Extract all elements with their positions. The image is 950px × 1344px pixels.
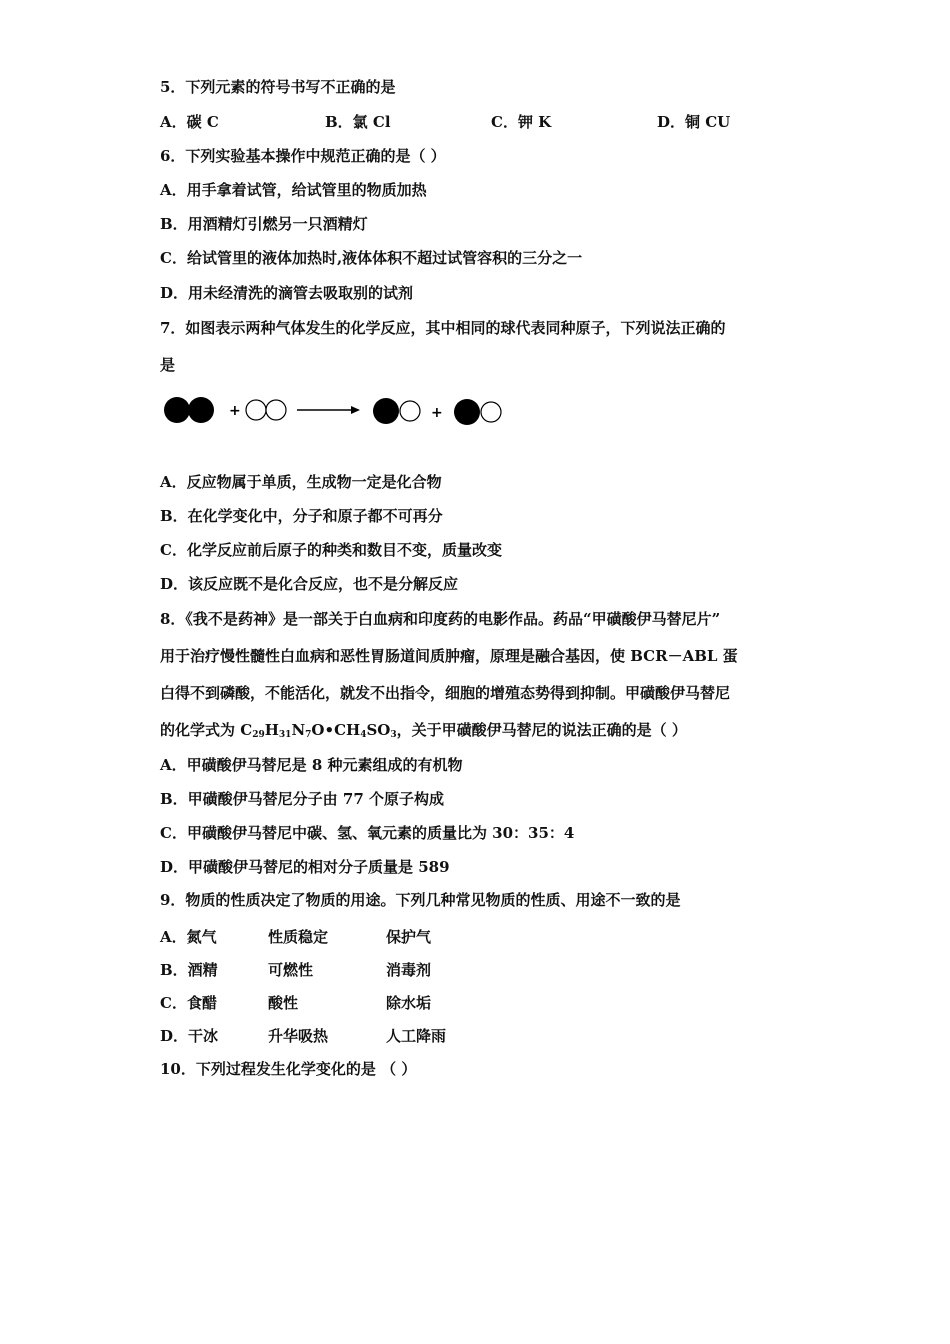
q7-option-b: B．在化学变化中，分子和原子都不可再分 <box>160 507 443 525</box>
q8-line4 <box>160 720 687 745</box>
q8-option-a: A．甲磺酸伊马替尼是 8 种元素组成的有机物 <box>160 756 463 774</box>
chemical-formula: $C_{29}H_{31}N_7O•CH_4SO_3$ <box>240 721 397 740</box>
q8-line3: 白得不到磷酸，不能活化，就发不出指令，细胞的增殖态势得到抑制。甲磺酸伊马替尼 <box>160 684 731 702</box>
q9-row-b-use: 消毒剂 <box>386 961 432 979</box>
q9-row-a-use: 保护气 <box>386 928 432 946</box>
white-atom <box>266 400 286 420</box>
q9-row-c-property: 酸性 <box>268 994 299 1012</box>
q8-line4-prefix: 的化学式为 <box>160 721 241 739</box>
reactant-molecule-black <box>164 397 214 423</box>
product-molecule-2 <box>454 399 501 425</box>
q6-stem: 6．下列实验基本操作中规范正确的是（ ） <box>160 147 446 165</box>
plus-sign: + <box>431 405 443 421</box>
q6-option-c: C．给试管里的液体加热时,液体体积不超过试管容积的三分之一 <box>160 249 583 267</box>
q5-option-a: A．碳 C <box>160 113 219 131</box>
reaction-arrow <box>297 406 360 414</box>
q5-option-d: D．铜 CU <box>657 113 731 131</box>
q8-line4-suffix: ，关于甲磺酸伊马替尼的说法正确的是（ ） <box>396 721 687 739</box>
q9-row-d-use: 人工降雨 <box>386 1027 447 1045</box>
q5-stem: 5．下列元素的符号书写不正确的是 <box>160 78 396 96</box>
q9-row-c-use: 除水垢 <box>386 994 432 1012</box>
q8-option-b: B．甲磺酸伊马替尼分子由 77 个原子构成 <box>160 790 444 808</box>
q9-row-b-label: B．酒精 <box>160 961 218 979</box>
product-molecule-1 <box>373 398 420 424</box>
q6-option-b: B．用酒精灯引燃另一只酒精灯 <box>160 215 368 233</box>
q9-row-d-label: D．干冰 <box>160 1027 219 1045</box>
q7-option-a: A．反应物属于单质，生成物一定是化合物 <box>160 473 442 491</box>
white-atom <box>246 400 266 420</box>
white-atom <box>400 401 420 421</box>
reaction-diagram <box>160 390 520 430</box>
q8-option-d: D．甲磺酸伊马替尼的相对分子质量是 589 <box>160 858 450 876</box>
q8-line1: 8．《我不是药神》是一部关于白血病和印度药的电影作品。药品“甲磺酸伊马替尼片” <box>160 610 721 628</box>
q9-row-b-property: 可燃性 <box>268 961 314 979</box>
q9-stem: 9．物质的性质决定了物质的用途。下列几种常见物质的性质、用途不一致的是 <box>160 891 681 909</box>
q7-option-d: D．该反应既不是化合反应，也不是分解反应 <box>160 575 459 593</box>
q9-row-a-label: A．氮气 <box>160 928 217 946</box>
q6-option-d: D．用未经清洗的滴管去吸取别的试剂 <box>160 284 414 302</box>
q8-option-c: C．甲磺酸伊马替尼中碳、氢、氧元素的质量比为 30：35：4 <box>160 824 575 842</box>
q5-option-b: B．氯 Cl <box>325 113 391 131</box>
q6-option-a: A．用手拿着试管，给试管里的物质加热 <box>160 181 427 199</box>
reactant-molecule-white <box>246 400 286 420</box>
q7-stem-line2: 是 <box>160 356 176 374</box>
q9-row-c-label: C．食醋 <box>160 994 217 1012</box>
black-atom <box>164 397 190 423</box>
q9-row-a-property: 性质稳定 <box>268 928 329 946</box>
q9-row-d-property: 升华吸热 <box>268 1027 329 1045</box>
black-atom <box>188 397 214 423</box>
black-atom <box>454 399 480 425</box>
q7-stem-line1: 7．如图表示两种气体发生的化学反应，其中相同的球代表同种原子，下列说法正确的 <box>160 319 726 337</box>
black-atom <box>373 398 399 424</box>
q5-option-c: C．钾 K <box>491 113 552 131</box>
plus-sign: + <box>229 403 241 419</box>
q7-option-c: C．化学反应前后原子的种类和数目不变，质量改变 <box>160 541 502 559</box>
q10-stem: 10．下列过程发生化学变化的是 （ ） <box>160 1060 417 1078</box>
white-atom <box>481 402 501 422</box>
q8-line2: 用于治疗慢性髓性白血病和恶性胃肠道间质肿瘤，原理是融合基因，使 BCR－ABL 蛋 <box>160 647 738 665</box>
